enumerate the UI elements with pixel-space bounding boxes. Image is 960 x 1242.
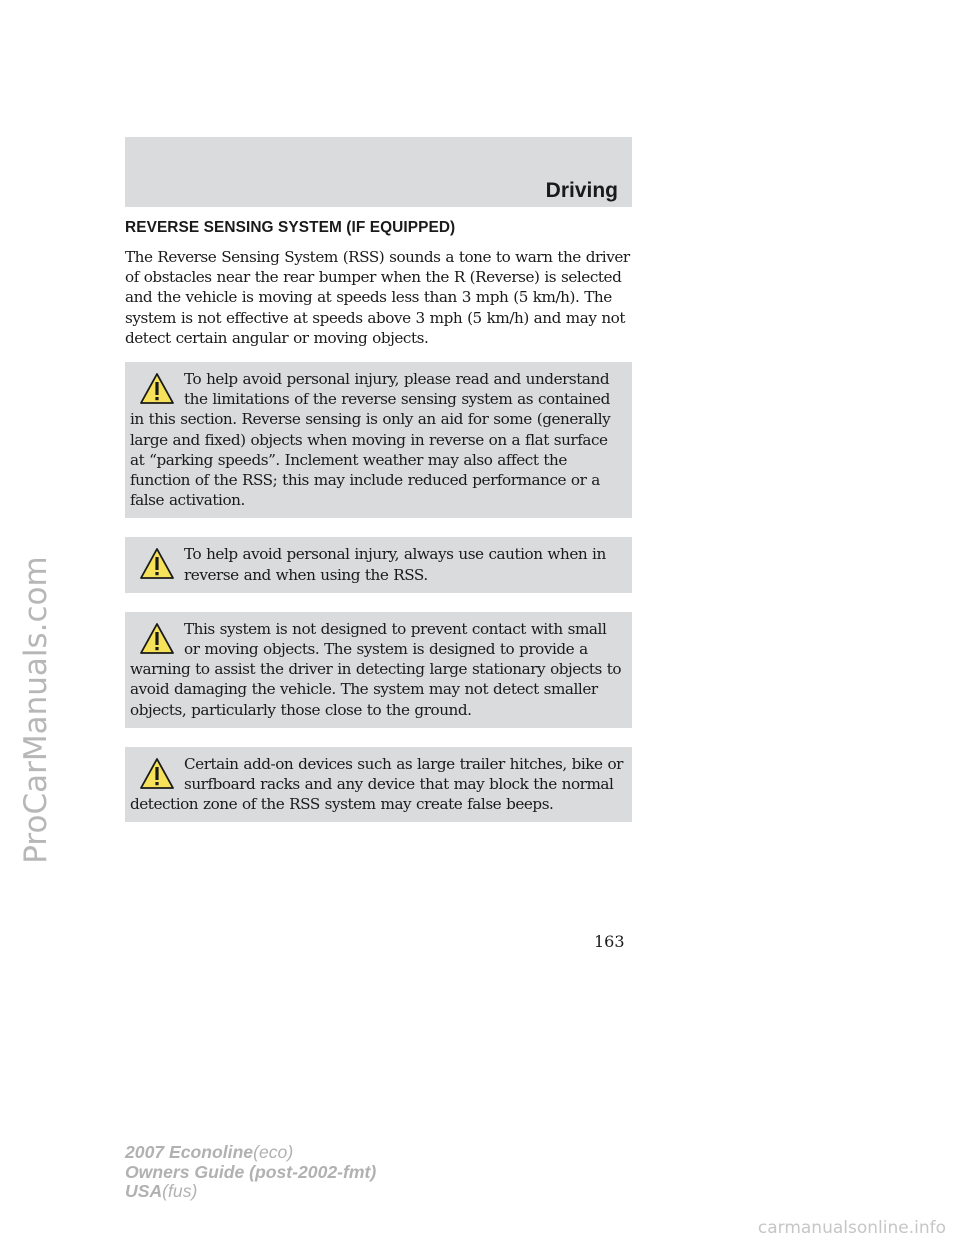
bottom-watermark: carmanualsonline.info (757, 1218, 946, 1238)
footer-market: USA (125, 1181, 163, 1201)
warning-triangle-icon (138, 756, 176, 792)
section-header-band (125, 137, 632, 207)
warning-text-2: To help avoid personal injury, always use caution when in reverse and when using the RSS. (184, 545, 606, 584)
warning-box-4 (125, 747, 632, 823)
footer-line-1 (125, 1143, 376, 1163)
page-content (125, 219, 632, 841)
intro-paragraph: The Reverse Sensing System (RSS) sounds a tone to warn the driver of obstacles near the rear bumper when the R (Reverse) is selected and the vehicle is moving at speeds less than 3 mph (5 km/h). The system is not effective at speeds above 3 mph (5 km/h) and may not detect certain angular or moving objects. (125, 248, 630, 347)
footer-guide: Owners Guide (post-2002-fmt) (125, 1161, 377, 1182)
section-title: Driving (545, 179, 618, 202)
footer-line-3 (125, 1182, 376, 1202)
warning-text-4: Certain add-on devices such as large trailer hitches, bike or surfboard racks and any device that may block the normal detection zone of the RSS system may create false beeps. (130, 754, 623, 814)
warning-triangle-icon (138, 371, 176, 407)
warning-text-1: To help avoid personal injury, please read and understand the limitations of the reverse sensing system as contained in this section. Reverse sensing is only an aid for some (generally large and fixed) objects when moving in reverse on a flat surface at “parking speeds”. Inclement weather may also affect the function of the RSS; this may include reduced performance or a false activation. (130, 370, 611, 510)
footer-model-code: (eco) (253, 1142, 294, 1162)
side-watermark (6, 340, 66, 1080)
section-heading: REVERSE SENSING SYSTEM (IF EQUIPPED) (125, 219, 456, 236)
document-footer (125, 1143, 376, 1202)
side-watermark-text: ProCarManuals.com (18, 556, 54, 864)
warning-box-3 (125, 612, 632, 728)
warning-text-3: This system is not designed to prevent contact with small or moving objects. The system is designed to provide a warning to assist the driver in detecting large stationary objects to avoid damaging the vehicle. The system may not detect smaller objects, particularly those close to the ground. (130, 619, 622, 719)
footer-line-2 (125, 1163, 376, 1183)
warning-box-1 (125, 362, 632, 518)
warning-triangle-icon (138, 546, 176, 582)
footer-market-code: (fus) (162, 1181, 198, 1201)
page-number: 163 (594, 932, 625, 951)
warning-box-2 (125, 537, 632, 592)
footer-model: 2007 Econoline (125, 1142, 254, 1162)
warning-triangle-icon (138, 621, 176, 657)
